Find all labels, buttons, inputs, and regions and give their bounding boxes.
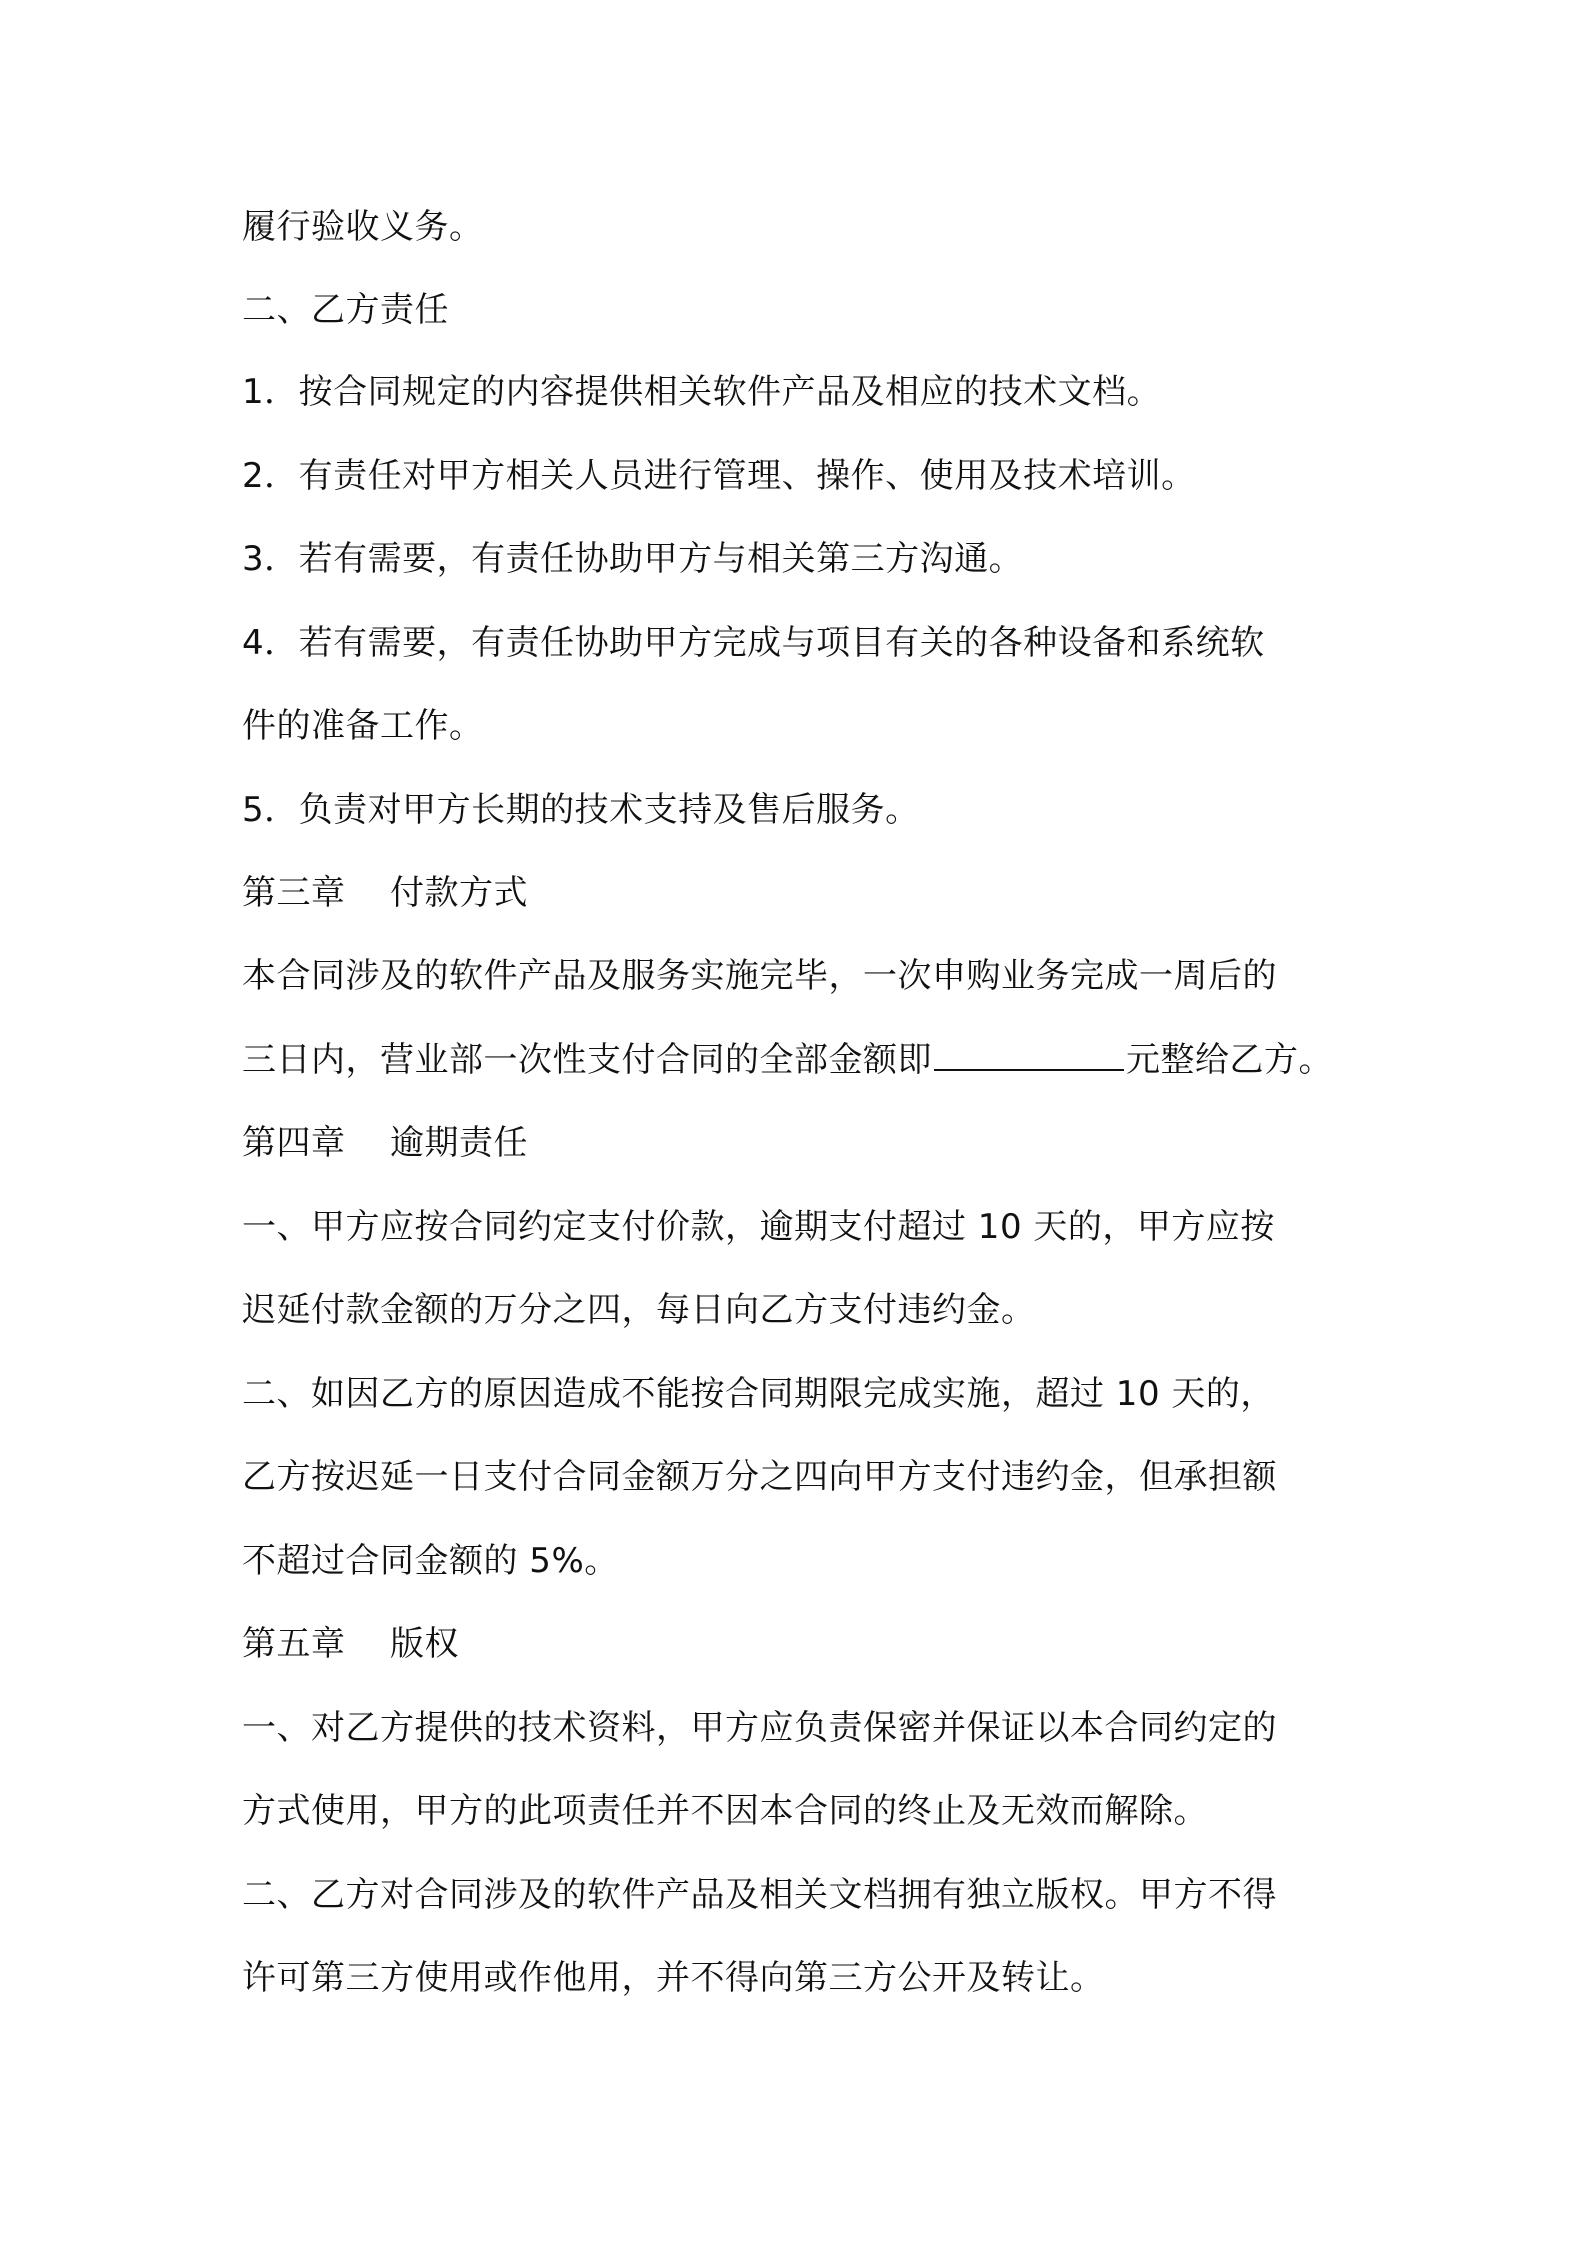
- list-item-continuation: [242, 704, 484, 748]
- paragraph-line: [242, 954, 1277, 998]
- text: 二、如因乙方的原因造成不能按合同期限完成实施，超过 10 天的，: [242, 1374, 1275, 1414]
- list-item: [242, 788, 920, 832]
- text: 5．负责对甲方长期的技术支持及售后服务。: [242, 790, 920, 830]
- chapter-heading: [242, 871, 528, 915]
- chapter-title: 逾期责任: [390, 1123, 528, 1163]
- text: 4．若有需要，有责任协助甲方完成与项目有关的各种设备和系统软: [242, 623, 1265, 663]
- chapter-number: 第四章: [242, 1123, 346, 1163]
- text: 一、对乙方提供的技术资料，甲方应负责保密并保证以本合同约定的: [242, 1708, 1277, 1748]
- paragraph-line: [242, 205, 484, 249]
- paragraph-line: [242, 1789, 1208, 1833]
- list-item: [242, 537, 1023, 581]
- paragraph-line: [242, 1288, 1036, 1332]
- paragraph-line: [242, 1038, 1333, 1082]
- paragraph-line: [242, 1539, 619, 1583]
- text: 许可第三方使用或作他用，并不得向第三方公开及转让。: [242, 1958, 1105, 1998]
- paragraph-line: [242, 1205, 1275, 1249]
- amount-blank: [934, 1039, 1124, 1071]
- list-item: [242, 454, 1196, 498]
- text: 二、乙方对合同涉及的软件产品及相关文档拥有独立版权。甲方不得: [242, 1875, 1277, 1915]
- list-item: [242, 370, 1161, 414]
- paragraph-line: [242, 1372, 1275, 1416]
- text: 2．有责任对甲方相关人员进行管理、操作、使用及技术培训。: [242, 456, 1196, 496]
- section-heading: [242, 288, 449, 332]
- chapter-number: 第五章: [242, 1624, 346, 1664]
- text: 三日内，营业部一次性支付合同的全部金额即: [242, 1040, 932, 1080]
- paragraph-line: [242, 1706, 1277, 1750]
- text: 乙方按迟延一日支付合同金额万分之四向甲方支付违约金，但承担额: [242, 1457, 1277, 1497]
- text: 迟延付款金额的万分之四，每日向乙方支付违约金。: [242, 1290, 1036, 1330]
- text: 3．若有需要，有责任协助甲方与相关第三方沟通。: [242, 539, 1024, 579]
- list-item: [242, 621, 1265, 665]
- chapter-number: 第三章: [242, 873, 346, 913]
- text: 履行验收义务。: [242, 207, 484, 247]
- text: 不超过合同金额的 5%。: [242, 1541, 619, 1581]
- text: 一、甲方应按合同约定支付价款，逾期支付超过 10 天的，甲方应按: [242, 1207, 1275, 1247]
- text: 方式使用，甲方的此项责任并不因本合同的终止及无效而解除。: [242, 1791, 1208, 1831]
- text: 件的准备工作。: [242, 706, 484, 746]
- text: 1．按合同规定的内容提供相关软件产品及相应的技术文档。: [242, 372, 1162, 412]
- chapter-heading: [242, 1622, 459, 1666]
- chapter-title: 付款方式: [390, 873, 528, 913]
- chapter-heading: [242, 1121, 528, 1165]
- text: 元整给乙方。: [1126, 1040, 1333, 1080]
- text: 本合同涉及的软件产品及服务实施完毕，一次申购业务完成一周后的: [242, 956, 1277, 996]
- chapter-title: 版权: [390, 1624, 459, 1664]
- paragraph-line: [242, 1873, 1277, 1917]
- paragraph-line: [242, 1956, 1105, 2000]
- paragraph-line: [242, 1455, 1277, 1499]
- text: 二、乙方责任: [242, 290, 449, 330]
